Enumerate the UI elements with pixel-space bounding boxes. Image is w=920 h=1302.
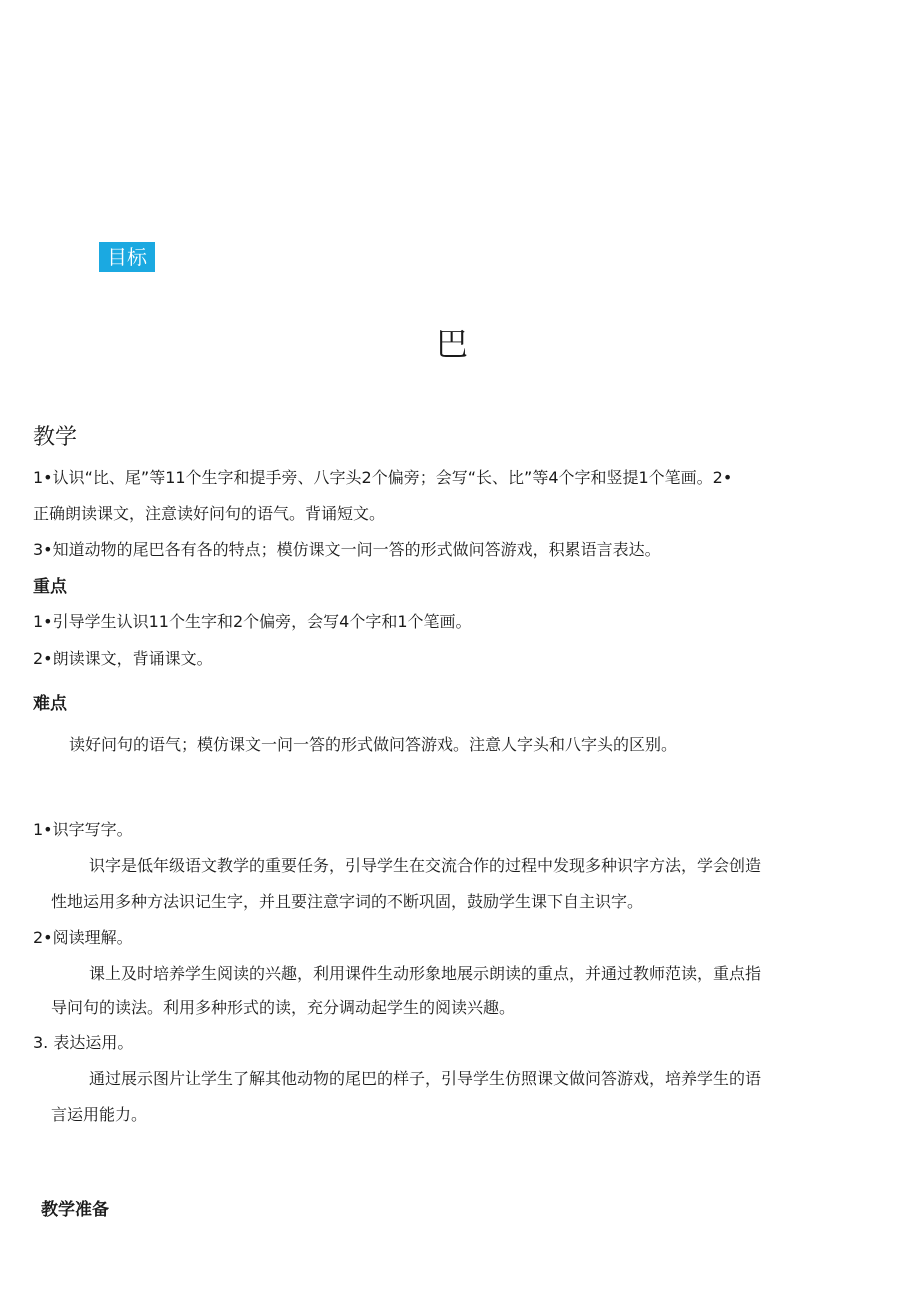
reading-line-2: 导问句的读法。利用多种形式的读，充分调动起学生的阅读兴趣。 (51, 998, 516, 1017)
literacy-line-1: 识字是低年级语文教学的重要任务，引导学生在交流合作的过程中发现多种识字方法，学会创造 (89, 856, 762, 875)
expression-line-2: 言运用能力。 (51, 1105, 148, 1124)
expression-line-1: 通过展示图片让学生了解其他动物的尾巴的样子，引导学生仿照课文做问答游戏，培养学生的语 (89, 1069, 762, 1088)
key-points-heading: 重点 (33, 577, 67, 597)
section-heading-literacy: 1•识字写字。 (33, 820, 133, 839)
difficulty-heading: 难点 (33, 694, 67, 714)
lesson-title-char: 巴 (436, 325, 469, 363)
key-point-1: 1•引导学生认识11个生字和2个偏旁，会写4个字和1个笔画。 (33, 612, 472, 631)
literacy-line-2: 性地运用多种方法识记生字，并且要注意字词的不断巩固，鼓励学生课下自主识字。 (51, 892, 644, 911)
section-heading-expression: 3. 表达运用。 (33, 1033, 134, 1052)
objective-line-1: 1•认识“比、尾”等11个生字和提手旁、八字头2个偏旁；会写“长、比”等4个字和竖提1个笔画。2• (33, 468, 733, 487)
difficulty-text: 读好问句的语气；模仿课文一问一答的形式做问答游戏。注意人字头和八字头的区别。 (69, 735, 678, 754)
section-heading-reading: 2•阅读理解。 (33, 928, 133, 947)
reading-line-1: 课上及时培养学生阅读的兴趣，利用课件生动形象地展示朗读的重点，并通过教师范读，重点指 (89, 964, 762, 983)
objective-line-2: 正确朗读课文，注意读好问句的语气。背诵短文。 (33, 504, 386, 523)
section-heading-teaching: 教学 (33, 425, 78, 450)
key-point-2: 2•朗读课文，背诵课文。 (33, 649, 213, 668)
objective-line-3: 3•知道动物的尾巴各有各的特点；模仿课文一问一答的形式做问答游戏，积累语言表达。 (33, 540, 661, 559)
objectives-badge: 目标 (99, 242, 155, 272)
teaching-prep-heading: 教学准备 (41, 1200, 109, 1220)
